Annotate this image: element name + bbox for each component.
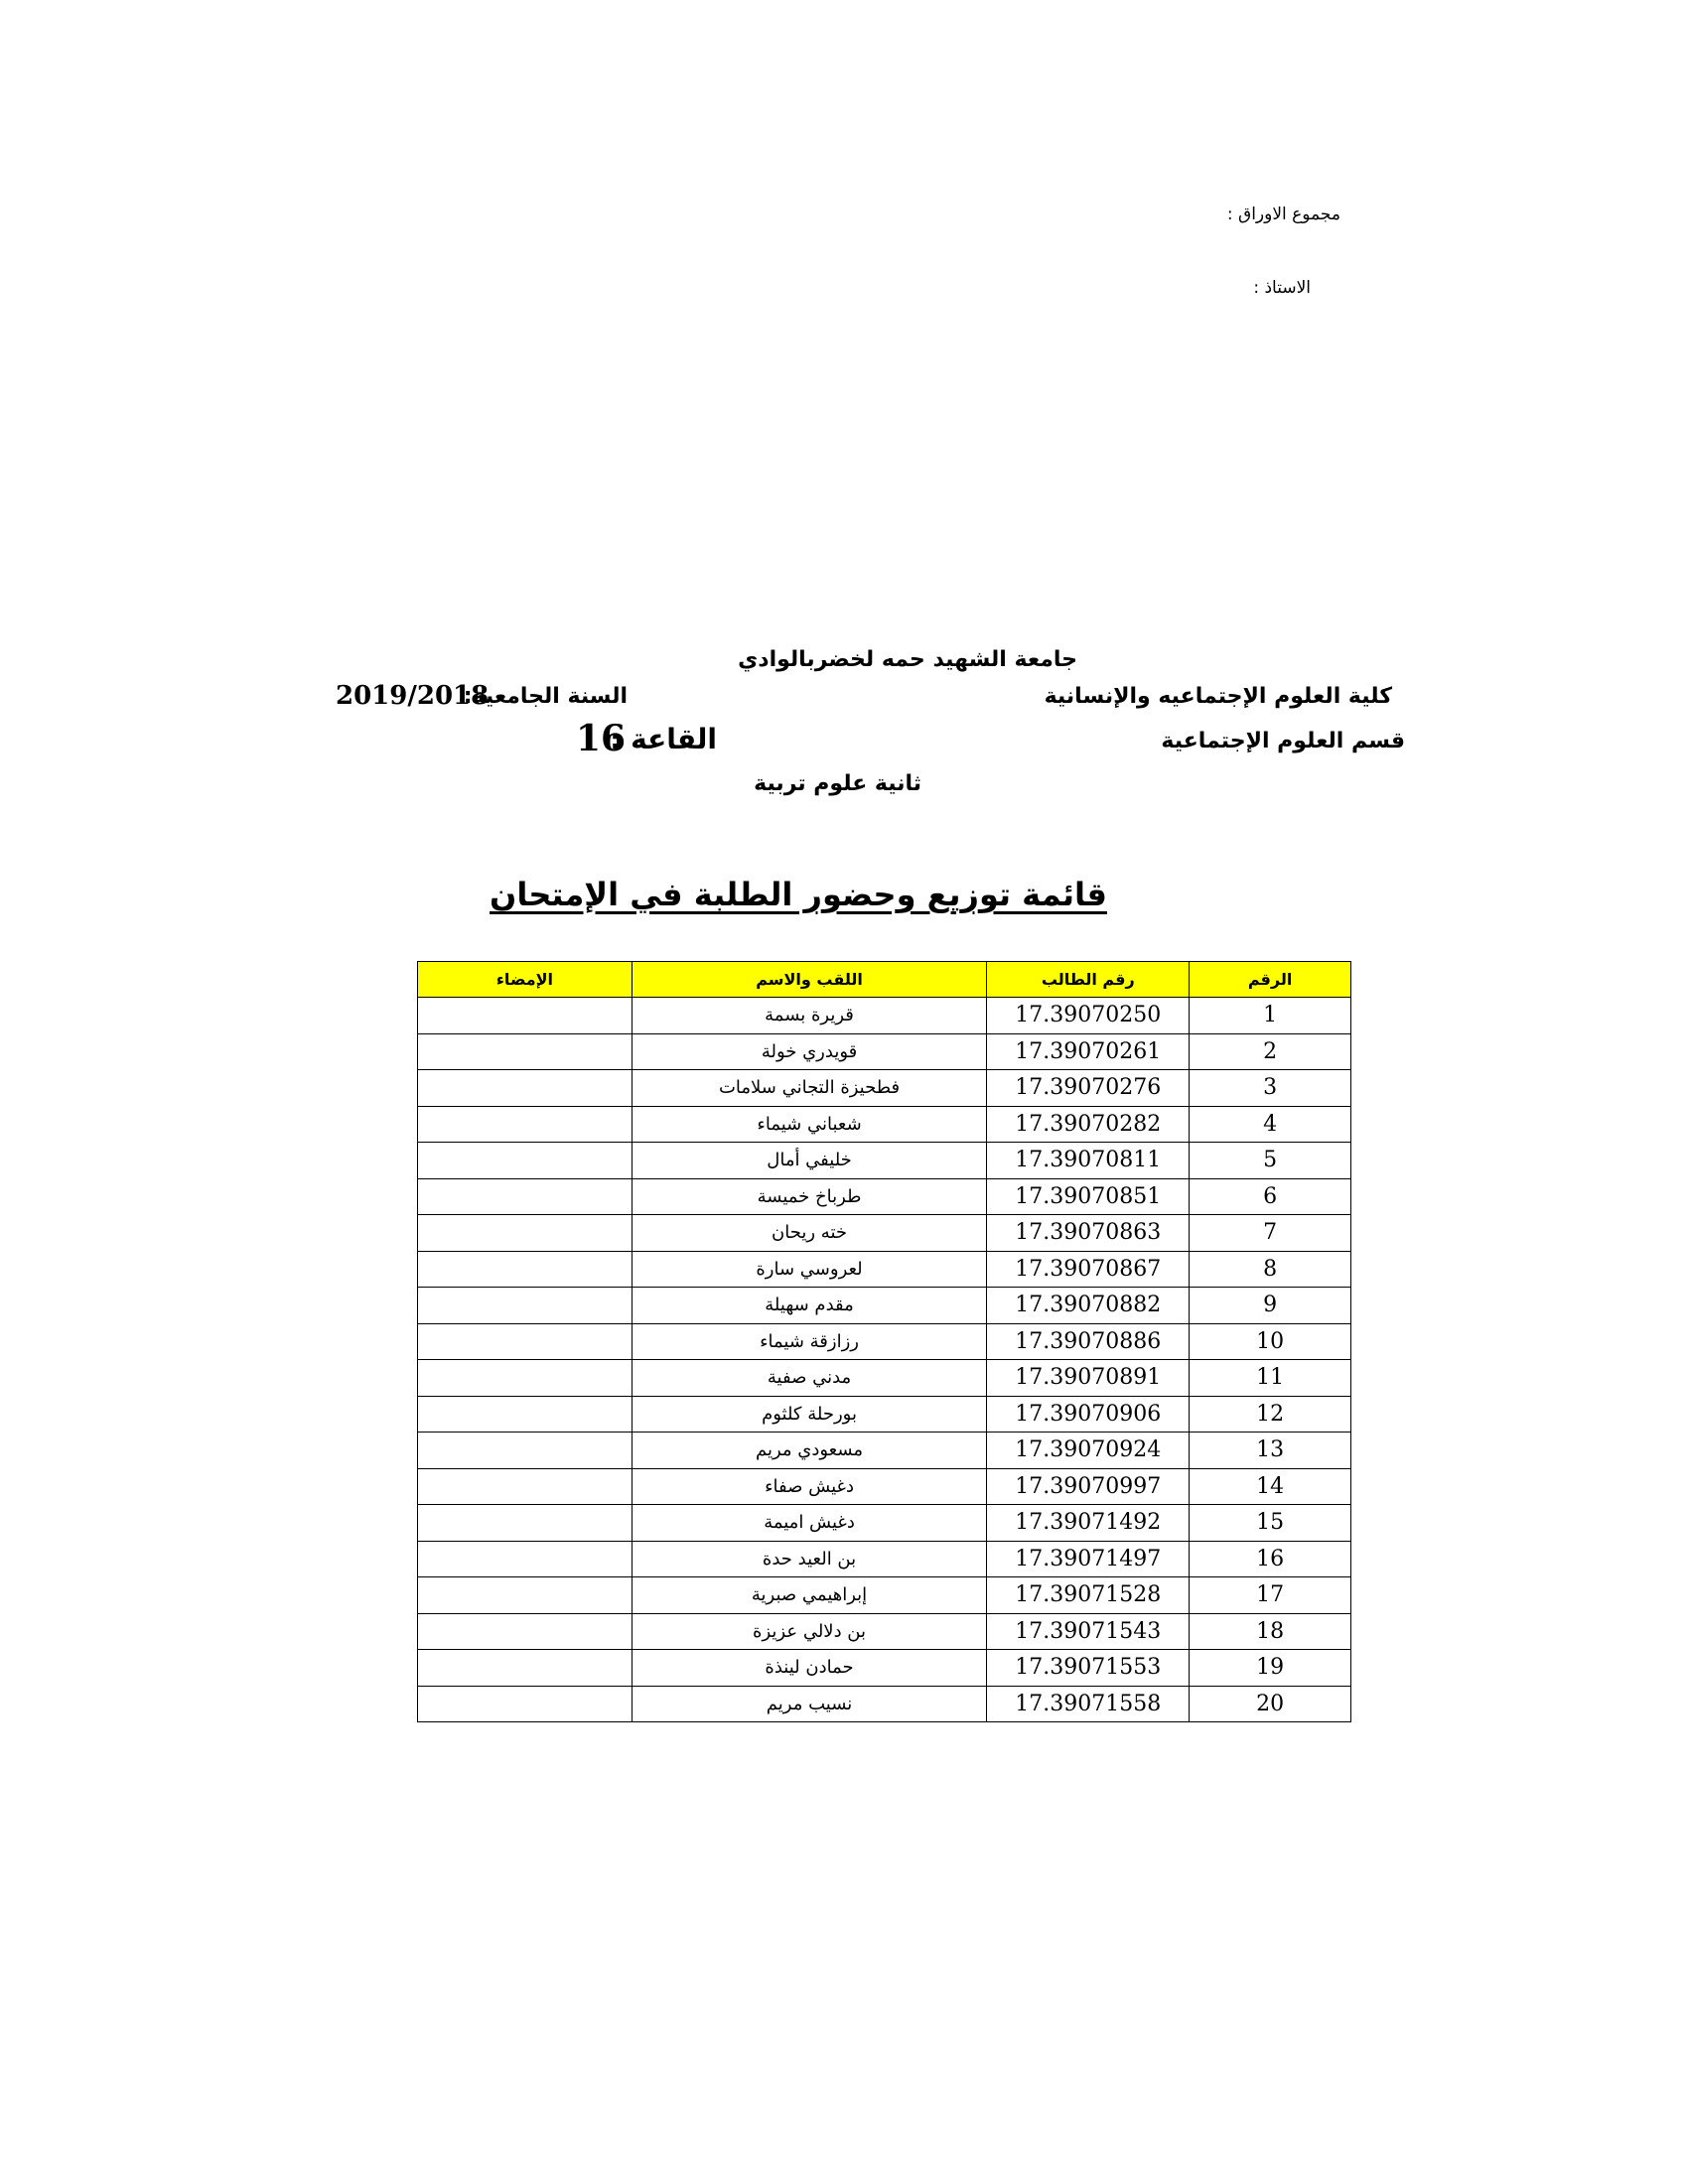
row-number: 16: [1190, 1541, 1351, 1577]
student-id: 17.39070276: [987, 1070, 1190, 1107]
row-number: 19: [1190, 1650, 1351, 1687]
student-name: بن دلالي عزيزة: [632, 1613, 987, 1650]
department-name: قسم العلوم الإجتماعية: [1161, 729, 1405, 753]
student-id: 17.39071553: [987, 1650, 1190, 1687]
student-name: مقدم سهيلة: [632, 1288, 987, 1324]
academic-year-value: 2019/2018: [336, 681, 490, 711]
hall-label: القاعة :: [610, 723, 717, 755]
student-name: خليفي أمال: [632, 1143, 987, 1179]
student-name: رزازقة شيماء: [632, 1323, 987, 1360]
table-row: [418, 1323, 1351, 1360]
row-number: 10: [1190, 1323, 1351, 1360]
signature-cell: [418, 1143, 633, 1179]
table-row: [418, 1433, 1351, 1469]
student-id: 17.39070250: [987, 998, 1190, 1034]
student-id: 17.39070863: [987, 1215, 1190, 1252]
academic-year-label: السنة الجامعية:: [463, 684, 628, 709]
column-header-signature: الإمضاء: [418, 962, 633, 998]
student-id: 17.39071543: [987, 1613, 1190, 1650]
signature-cell: [418, 1251, 633, 1288]
student-name: شعباني شيماء: [632, 1106, 987, 1143]
signature-cell: [418, 1178, 633, 1215]
signature-cell: [418, 998, 633, 1034]
document-title: قائمة توزيع وحضور الطلبة في الإمتحان: [490, 876, 1107, 913]
signature-cell: [418, 1288, 633, 1324]
table-row: [418, 998, 1351, 1034]
signature-cell: [418, 1541, 633, 1577]
table-row: [418, 1505, 1351, 1542]
student-id: 17.39070261: [987, 1033, 1190, 1070]
student-name: نسيب مريم: [632, 1686, 987, 1722]
row-number: 15: [1190, 1505, 1351, 1542]
attendance-table: [417, 961, 1351, 1722]
row-number: 1: [1190, 998, 1351, 1034]
signature-cell: [418, 1505, 633, 1542]
row-number: 17: [1190, 1577, 1351, 1614]
table-row: [418, 1468, 1351, 1505]
student-name: فطحيزة التجاني سلامات: [632, 1070, 987, 1107]
student-id: 17.39070997: [987, 1468, 1190, 1505]
signature-cell: [418, 1650, 633, 1687]
student-name: مسعودي مريم: [632, 1433, 987, 1469]
signature-cell: [418, 1396, 633, 1433]
student-name: بورحلة كلثوم: [632, 1396, 987, 1433]
table-row: [418, 1396, 1351, 1433]
level-name: ثانية علوم تربية: [754, 771, 921, 796]
table-row: [418, 1541, 1351, 1577]
table-header-row: [418, 962, 1351, 998]
column-header-full-name: اللقب والاسم: [632, 962, 987, 998]
student-name: بن العيد حدة: [632, 1541, 987, 1577]
table-row: [418, 1070, 1351, 1107]
student-id: 17.39071497: [987, 1541, 1190, 1577]
table-row: [418, 1360, 1351, 1397]
student-id: 17.39071528: [987, 1577, 1190, 1614]
signature-cell: [418, 1323, 633, 1360]
signature-cell: [418, 1433, 633, 1469]
university-name: جامعة الشهيد حمه لخضربالوادي: [738, 647, 1077, 672]
student-id: 17.39070811: [987, 1143, 1190, 1179]
student-id: 17.39070886: [987, 1323, 1190, 1360]
table-row: [418, 1613, 1351, 1650]
table-row: [418, 1251, 1351, 1288]
signature-cell: [418, 1033, 633, 1070]
table-row: [418, 1577, 1351, 1614]
signature-cell: [418, 1577, 633, 1614]
student-id: 17.39070891: [987, 1360, 1190, 1397]
column-header-number: الرقم: [1190, 962, 1351, 998]
signature-cell: [418, 1215, 633, 1252]
student-id: 17.39070924: [987, 1433, 1190, 1469]
table-row: [418, 1178, 1351, 1215]
row-number: 18: [1190, 1613, 1351, 1650]
row-number: 13: [1190, 1433, 1351, 1469]
professor-label: الاستاذ :: [1253, 278, 1311, 298]
table-row: [418, 1650, 1351, 1687]
student-name: دغيش اميمة: [632, 1505, 987, 1542]
signature-cell: [418, 1360, 633, 1397]
student-name: خته ريحان: [632, 1215, 987, 1252]
signature-cell: [418, 1106, 633, 1143]
signature-cell: [418, 1468, 633, 1505]
student-name: حمادن لينذة: [632, 1650, 987, 1687]
row-number: 6: [1190, 1178, 1351, 1215]
row-number: 3: [1190, 1070, 1351, 1107]
total-sheets-label: مجموع الاوراق :: [1226, 205, 1340, 224]
student-id: 17.39070867: [987, 1251, 1190, 1288]
table-row: [418, 1215, 1351, 1252]
row-number: 5: [1190, 1143, 1351, 1179]
row-number: 20: [1190, 1686, 1351, 1722]
table-row: [418, 1106, 1351, 1143]
student-name: لعروسي سارة: [632, 1251, 987, 1288]
student-name: دغيش صفاء: [632, 1468, 987, 1505]
faculty-name: كلية العلوم الإجتماعيه والإنسانية: [1044, 684, 1392, 709]
table-row: [418, 1686, 1351, 1722]
student-name: إبراهيمي صبرية: [632, 1577, 987, 1614]
student-name: قريرة بسمة: [632, 998, 987, 1034]
signature-cell: [418, 1686, 633, 1722]
row-number: 12: [1190, 1396, 1351, 1433]
student-name: مدني صفية: [632, 1360, 987, 1397]
student-name: طرباخ خميسة: [632, 1178, 987, 1215]
student-id: 17.39070851: [987, 1178, 1190, 1215]
student-id: 17.39070906: [987, 1396, 1190, 1433]
row-number: 4: [1190, 1106, 1351, 1143]
row-number: 8: [1190, 1251, 1351, 1288]
table-body: [418, 998, 1351, 1722]
row-number: 2: [1190, 1033, 1351, 1070]
table-row: [418, 1033, 1351, 1070]
student-id: 17.39070882: [987, 1288, 1190, 1324]
signature-cell: [418, 1613, 633, 1650]
student-id: 17.39070282: [987, 1106, 1190, 1143]
table-row: [418, 1143, 1351, 1179]
row-number: 11: [1190, 1360, 1351, 1397]
column-header-student-id: رقم الطالب: [987, 962, 1190, 998]
table-row: [418, 1288, 1351, 1324]
hall-number: 16: [576, 718, 627, 759]
student-id: 17.39071558: [987, 1686, 1190, 1722]
row-number: 9: [1190, 1288, 1351, 1324]
row-number: 14: [1190, 1468, 1351, 1505]
signature-cell: [418, 1070, 633, 1107]
row-number: 7: [1190, 1215, 1351, 1252]
student-name: قويدري خولة: [632, 1033, 987, 1070]
student-id: 17.39071492: [987, 1505, 1190, 1542]
